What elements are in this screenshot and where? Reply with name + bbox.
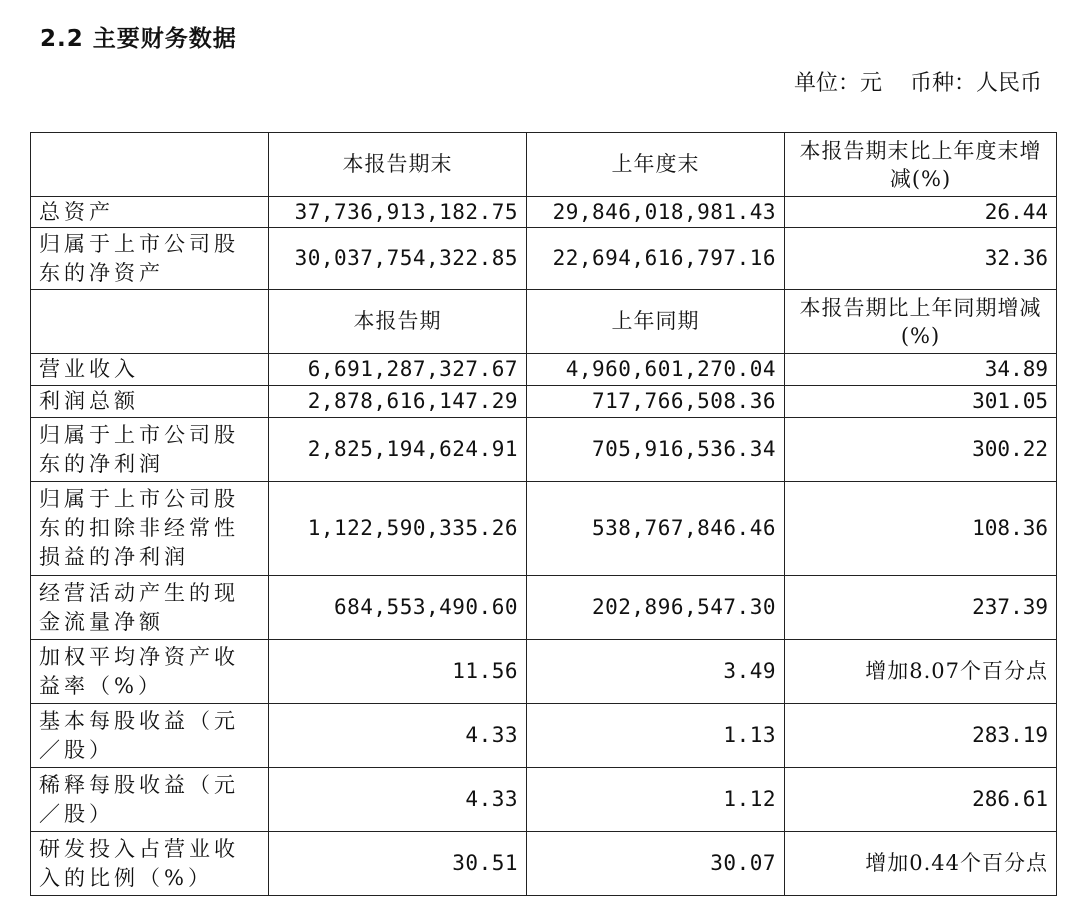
header-cell: 本报告期比上年同期增减(%) [785, 290, 1057, 354]
table-row [31, 418, 1057, 482]
change-value: 283.19 [785, 704, 1057, 768]
previous-value: 705,916,536.34 [527, 418, 785, 482]
previous-value: 4,960,601,270.04 [527, 354, 785, 386]
previous-value: 1.12 [527, 768, 785, 832]
table-row [31, 228, 1057, 290]
header-cell: 上年度末 [527, 133, 785, 197]
current-value: 30.51 [269, 832, 527, 896]
change-value: 301.05 [785, 386, 1057, 418]
unit-note [794, 66, 1042, 97]
change-value: 34.89 [785, 354, 1057, 386]
row-label: 总资产 [31, 197, 269, 228]
table-row [31, 482, 1057, 576]
previous-value: 3.49 [527, 640, 785, 704]
currency-label: 币种：人民币 [909, 71, 1042, 96]
row-label: 营业收入 [31, 354, 269, 386]
header-cell: 本报告期末 [269, 133, 527, 197]
row-label: 研发投入占营业收入的比例（%） [31, 832, 269, 896]
current-value: 6,691,287,327.67 [269, 354, 527, 386]
row-label: 归属于上市公司股东的净利润 [31, 418, 269, 482]
row-label: 利润总额 [31, 386, 269, 418]
table-row [31, 640, 1057, 704]
row-label: 经营活动产生的现金流量净额 [31, 576, 269, 640]
previous-value: 29,846,018,981.43 [527, 197, 785, 228]
current-value: 2,878,616,147.29 [269, 386, 527, 418]
current-value: 30,037,754,322.85 [269, 228, 527, 290]
header-cell [31, 290, 269, 354]
table-row [31, 704, 1057, 768]
change-value: 增加8.07个百分点 [785, 640, 1057, 704]
header-row-period-end [31, 133, 1057, 197]
change-value: 108.36 [785, 482, 1057, 576]
header-cell: 上年同期 [527, 290, 785, 354]
financial-data-table [30, 132, 1057, 896]
table-row [31, 197, 1057, 228]
header-cell: 本报告期 [269, 290, 527, 354]
row-label: 加权平均净资产收益率（%） [31, 640, 269, 704]
previous-value: 717,766,508.36 [527, 386, 785, 418]
table-row [31, 576, 1057, 640]
previous-value: 202,896,547.30 [527, 576, 785, 640]
header-cell [31, 133, 269, 197]
current-value: 37,736,913,182.75 [269, 197, 527, 228]
current-value: 684,553,490.60 [269, 576, 527, 640]
previous-value: 1.13 [527, 704, 785, 768]
current-value: 4.33 [269, 704, 527, 768]
table-row [31, 832, 1057, 896]
row-label: 归属于上市公司股东的净资产 [31, 228, 269, 290]
change-value: 增加0.44个百分点 [785, 832, 1057, 896]
previous-value: 22,694,616,797.16 [527, 228, 785, 290]
current-value: 1,122,590,335.26 [269, 482, 527, 576]
table-row [31, 386, 1057, 418]
unit-label: 单位：元 [793, 71, 882, 96]
row-label: 归属于上市公司股东的扣除非经常性损益的净利润 [31, 482, 269, 576]
current-value: 4.33 [269, 768, 527, 832]
previous-value: 30.07 [527, 832, 785, 896]
table-row [31, 354, 1057, 386]
current-value: 11.56 [269, 640, 527, 704]
change-value: 26.44 [785, 197, 1057, 228]
change-value: 32.36 [785, 228, 1057, 290]
previous-value: 538,767,846.46 [527, 482, 785, 576]
header-cell: 本报告期末比上年度末增减(%) [785, 133, 1057, 197]
table-row [31, 768, 1057, 832]
header-row-period [31, 290, 1057, 354]
row-label: 基本每股收益（元／股） [31, 704, 269, 768]
change-value: 300.22 [785, 418, 1057, 482]
section-title: 2.2 主要财务数据 [40, 26, 237, 52]
change-value: 237.39 [785, 576, 1057, 640]
current-value: 2,825,194,624.91 [269, 418, 527, 482]
row-label: 稀释每股收益（元／股） [31, 768, 269, 832]
change-value: 286.61 [785, 768, 1057, 832]
